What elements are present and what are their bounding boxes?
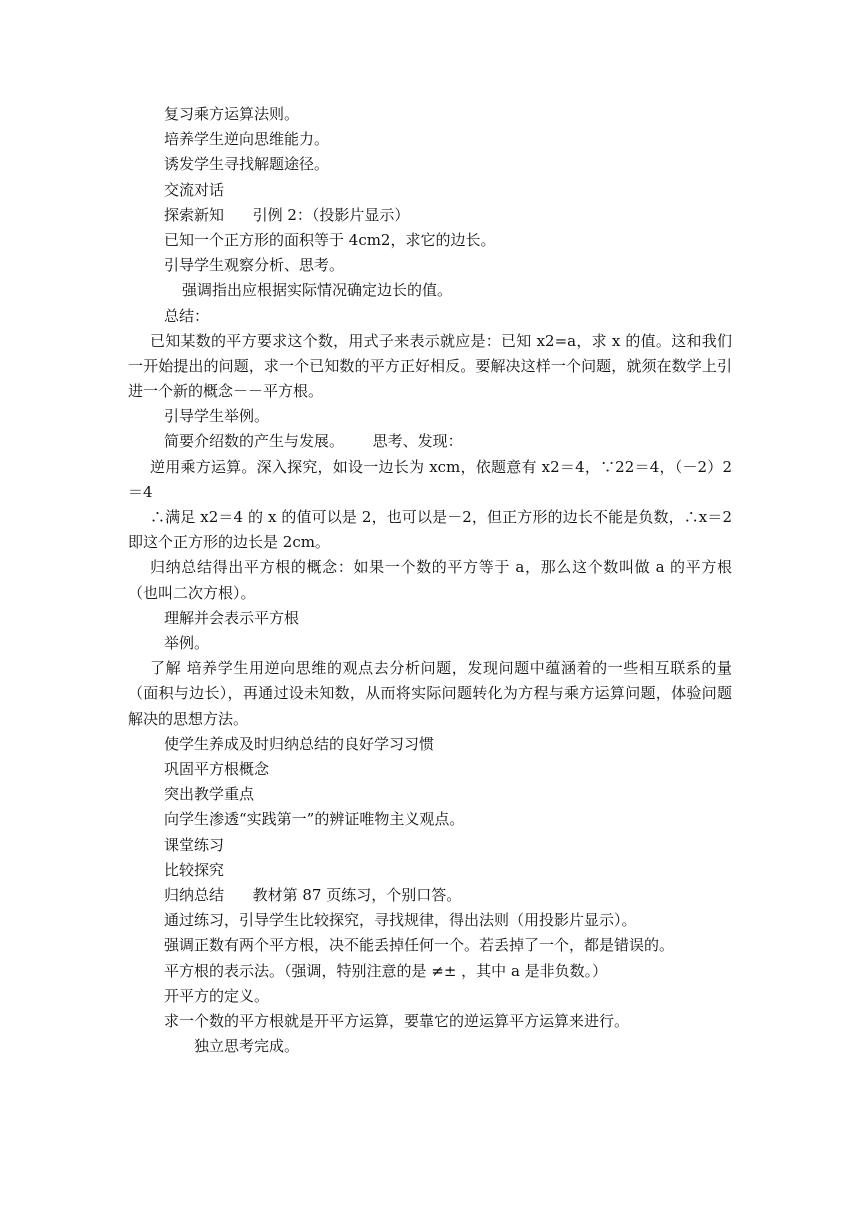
paragraph-line: 培养学生逆向思维能力。	[164, 130, 330, 149]
paragraph-line: 向学生渗透“实践第一”的辨证唯物主义观点。	[164, 810, 465, 829]
paragraph-line: 引导学生举例。	[164, 407, 270, 426]
paragraph-line: 交流对话	[164, 180, 225, 199]
paragraph-line: 强调指出应根据实际情况确定边长的值。	[182, 281, 453, 300]
paragraph-line: 简要介绍数的产生与发展。 思考、发现：	[164, 432, 463, 451]
paragraph-line: 总结：	[164, 306, 210, 325]
paragraph-line: 归纳总结 教材第 87 页练习，个别口答。	[164, 886, 462, 904]
paragraph-line: 已知一个正方形的面积等于 4cm2，求它的边长。	[164, 230, 496, 249]
paragraph-line: 开平方的定义。	[164, 986, 270, 1005]
paragraph-line: 突出教学重点	[164, 785, 255, 804]
paragraph-line: 独立思考完成。	[194, 1037, 300, 1056]
paragraph-line: 巩固平方根概念	[164, 760, 270, 779]
paragraph-line: 举例。	[164, 634, 210, 653]
paragraph-line: 使学生养成及时归纳总结的良好学习习惯	[164, 734, 435, 753]
paragraph-line: 平方根的表示法。（强调，特别注意的是 ≠± ，其中 a 是非负数。）	[164, 961, 608, 980]
paragraph-line: 通过练习，引导学生比较探究，寻找规律，得出法则（用投影片显示）。	[164, 911, 637, 930]
paragraph-line: 复习乘方运算法则。	[164, 105, 300, 123]
paragraph-line: 求一个数的平方根就是开平方运算，要靠它的逆运算平方运算来进行。	[164, 1011, 630, 1030]
paragraph-line: 理解并会表示平方根	[164, 608, 300, 627]
paragraph-line: 引导学生观察分析、思考。	[164, 256, 345, 275]
paragraph-line: 比较探究	[164, 860, 225, 879]
paragraph-line: 逆用乘方运算。深入探究，如设一边长为 xcm，依题意有 x2＝4，∵22＝4，（－2）2＝4	[128, 457, 732, 501]
document-body	[128, 102, 732, 1059]
paragraph-line: 了解 培养学生用逆向思维的观点去分析问题，发现问题中蕴涵着的一些相互联系的量（面积与边长），再通过设未知数，从而将实际问题转化为方程与乘方运算问题，体验问题解决的思想方法。	[128, 659, 732, 728]
paragraph-line: ∴满足 x2＝4 的 x 的值可以是 2，也可以是－2，但正方形的边长不能是负数，∴x＝2 即这个正方形的边长是 2cm。	[128, 508, 732, 552]
paragraph-line: 强调正数有两个平方根，决不能丢掉任何一个。若丢掉了一个，都是错误的。	[164, 936, 675, 955]
paragraph-line: 课堂练习	[164, 835, 225, 854]
paragraph-line: 探索新知 引例 2：（投影片显示）	[164, 205, 410, 224]
paragraph-line: 已知某数的平方要求这个数，用式子来表示就应是：已知 x2=a，求 x 的值。这和我们一开始提出的问题，求一个已知数的平方正好相反。要解决这样一个问题，就须在数学上引进一个新的概念－－平方根。	[128, 331, 732, 401]
paragraph-line: 归纳总结得出平方根的概念：如果一个数的平方等于 a，那么这个数叫做 a 的平方根（也叫二次方根）。	[128, 558, 732, 602]
paragraph-line: 诱发学生寻找解题途径。	[164, 155, 330, 174]
